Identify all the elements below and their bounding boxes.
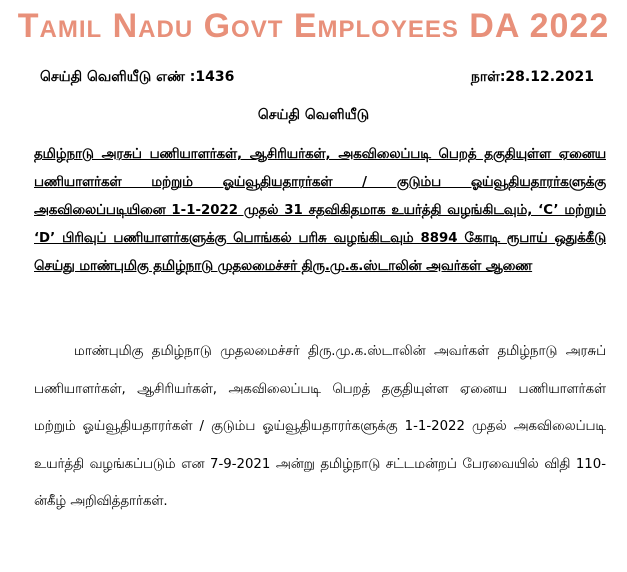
banner-title: Tamil Nadu Govt Employees DA 2022 [17,7,610,45]
release-meta-row [40,66,594,88]
press-release-heading: செய்தி வெளியீடு [257,107,370,123]
release-date: நாள்:28.12.2021 [470,69,594,85]
headline-paragraph: தமிழ்நாடு அரசுப் பணியாளர்கள், ஆசிரியர்கள், அகவிலைப்படி பெறத் தகுதியுள்ள ஏனைய பணியாளர்கள் மற்றும் ஓய்வூதியதாரர்கள் / குடும்ப ஓய்வூதியதாரர்களுக்கு அகவிலைப்படியினை 1-1-2022 முதல் 31 சதவிகிதமாக உயர்த்தி வழங்கிடவும், ‘C’ மற்றும் ‘D’ பிரிவுப் பணியாளர்களுக்கு பொங்கல் பரிசு வழங்கிடவும் 8894 கோடி ரூபாய் ஒதுக்கீடு செய்து மாண்புமிகு தமிழ்நாடு முதலமைச்சர் திரு.மு.க.ஸ்டாலின் அவர்கள் ஆணை [34,147,606,274]
release-number: செய்தி வெளியீடு எண் :1436 [40,69,235,85]
body-paragraph: மாண்புமிகு தமிழ்நாடு முதலமைச்சர் திரு.மு.க.ஸ்டாலின் அவர்கள் தமிழ்நாடு அரசுப் பணியாளர்கள், ஆசிரியர்கள், அகவிலைப்படி பெறத் தகுதியுள்ள ஏனைய பணியாளர்கள் மற்றும் ஓய்வூதியதாரர்கள் / குடும்ப ஓய்வூதியதாரர்களுக்கு 1-1-2022 முதல் அகவிலைப்படி உயர்த்தி வழங்கப்படும் என 7-9-2021 அன்று தமிழ்நாடு சட்டமன்றப் பேரவையில் விதி 110-ன்கீழ் அறிவித்தார்கள். [34,344,606,510]
